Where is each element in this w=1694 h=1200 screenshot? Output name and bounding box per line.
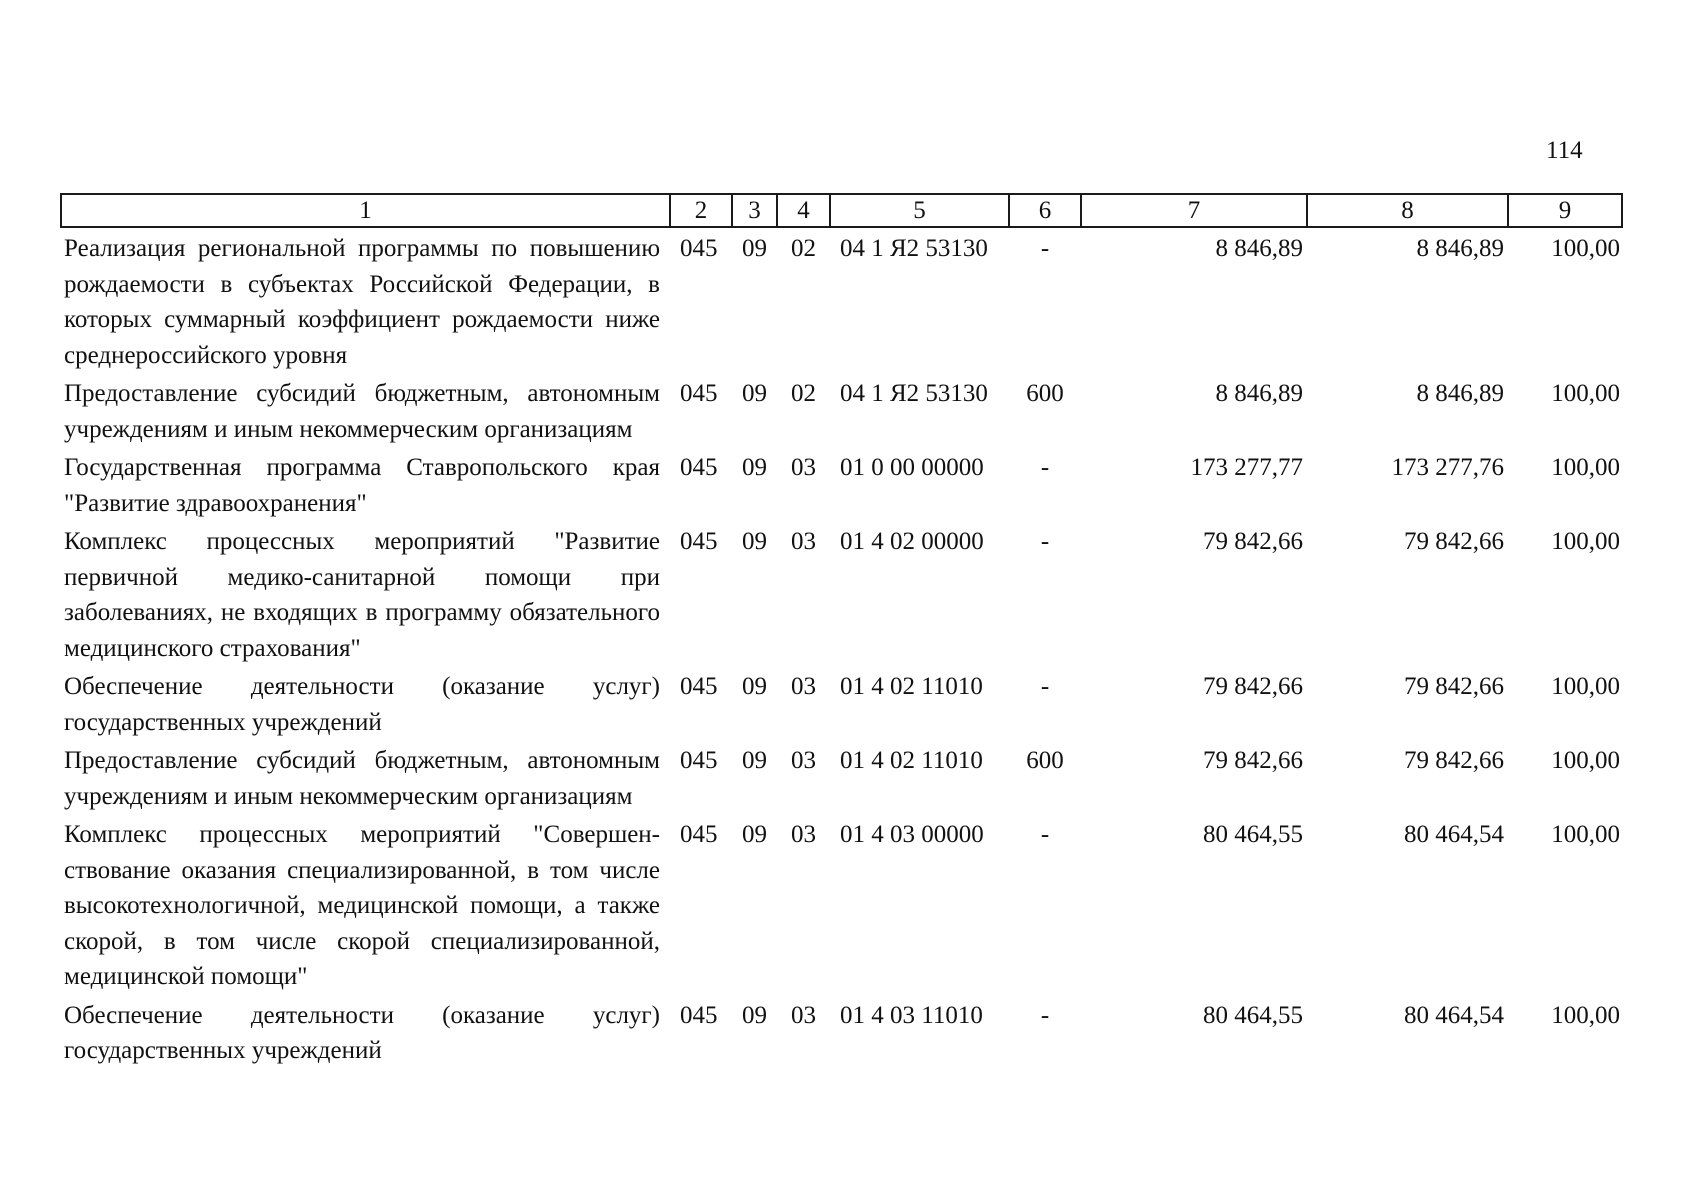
row-target-code: 01 4 02 11010 (840, 747, 983, 774)
table-row (61, 521, 1622, 666)
row-planned-amount: 8 846,89 (1215, 235, 1303, 262)
row-expense-type: - (1040, 528, 1050, 555)
row-admin-code: 045 (680, 1001, 718, 1029)
header-col-5: 5 (830, 194, 1009, 227)
row-executed-amount: 8 846,89 (1416, 235, 1504, 262)
header-row (61, 194, 1622, 227)
row-name: Обеспечение деятельности (оказание услуг) государственных учреждений (64, 1001, 660, 1064)
table-body (61, 227, 1622, 1069)
row-planned-amount: 79 842,66 (1203, 747, 1303, 774)
row-section-code: 09 (742, 1001, 767, 1029)
table-row (61, 227, 1622, 373)
row-admin-code: 045 (680, 747, 718, 774)
row-target-code: 01 4 02 11010 (840, 673, 983, 700)
header-col-3: 3 (732, 194, 777, 227)
row-admin-code: 045 (680, 528, 718, 555)
header-col-1: 1 (61, 194, 670, 227)
table-row (61, 373, 1622, 447)
budget-table (60, 193, 1623, 1069)
row-expense-type: - (1040, 235, 1050, 262)
row-executed-amount: 79 842,66 (1404, 747, 1504, 774)
row-name: Предоставление субсидий бюджетным, автономным учреждениям и иным некоммерческим организациям (64, 747, 660, 810)
row-admin-code: 045 (680, 673, 718, 700)
row-percent: 100,00 (1551, 747, 1620, 774)
header-col-9: 9 (1508, 194, 1622, 227)
row-section-code: 09 (742, 673, 767, 700)
row-subsection-code: 03 (791, 528, 816, 555)
row-subsection-code: 02 (791, 235, 816, 262)
row-planned-amount: 80 464,55 (1203, 821, 1303, 848)
row-subsection-code: 03 (791, 1001, 816, 1029)
row-expense-type: 600 (1026, 380, 1064, 407)
row-executed-amount: 8 846,89 (1416, 380, 1504, 407)
header-col-4: 4 (777, 194, 830, 227)
row-expense-type: - (1040, 673, 1050, 700)
row-name: Предоставление субсидий бюджетным, автономным учреждениям и иным некоммерческим организациям (64, 380, 660, 443)
header-col-7: 7 (1081, 194, 1307, 227)
row-percent: 100,00 (1551, 673, 1620, 700)
row-subsection-code: 03 (791, 673, 816, 700)
row-target-code: 01 0 00 00000 (840, 454, 984, 481)
table-row (61, 814, 1622, 995)
row-planned-amount: 79 842,66 (1203, 673, 1303, 700)
row-planned-amount: 8 846,89 (1215, 380, 1303, 407)
row-target-code: 04 1 Я2 53130 (840, 380, 988, 407)
row-admin-code: 045 (680, 235, 718, 262)
row-executed-amount: 173 277,76 (1391, 454, 1504, 481)
row-section-code: 09 (742, 454, 767, 481)
row-executed-amount: 79 842,66 (1404, 528, 1504, 555)
table-row (61, 995, 1622, 1069)
row-target-code: 01 4 02 00000 (840, 528, 984, 555)
row-name: Реализация региональной программы по повышению рождаемости в субъектах Российской Федерации, в которых суммарный коэффициент рождаемости ниже среднероссийского уровня (64, 235, 660, 369)
row-name: Государственная программа Ставропольского края "Развитие здравоохранения" (64, 454, 660, 517)
row-target-code: 04 1 Я2 53130 (840, 235, 988, 262)
header-col-8: 8 (1307, 194, 1508, 227)
table-row (61, 666, 1622, 740)
row-subsection-code: 02 (791, 380, 816, 407)
row-admin-code: 045 (680, 821, 718, 848)
header-col-2: 2 (670, 194, 732, 227)
row-planned-amount: 79 842,66 (1203, 528, 1303, 555)
row-section-code: 09 (742, 821, 767, 848)
row-target-code: 01 4 03 00000 (840, 821, 984, 848)
page-number: 114 (1546, 137, 1583, 164)
row-section-code: 09 (742, 380, 767, 407)
row-admin-code: 045 (680, 380, 718, 407)
row-executed-amount: 80 464,54 (1404, 821, 1504, 848)
row-planned-amount: 80 464,55 (1203, 1001, 1303, 1029)
table-row (61, 447, 1622, 521)
row-section-code: 09 (742, 528, 767, 555)
row-expense-type: 600 (1026, 747, 1064, 774)
row-section-code: 09 (742, 235, 767, 262)
row-target-code: 01 4 03 11010 (840, 1001, 983, 1029)
row-percent: 100,00 (1551, 235, 1620, 262)
row-name: Обеспечение деятельности (оказание услуг) государственных учреждений (64, 673, 660, 736)
row-section-code: 09 (742, 747, 767, 774)
row-expense-type: - (1040, 454, 1050, 481)
row-subsection-code: 03 (791, 747, 816, 774)
row-subsection-code: 03 (791, 821, 816, 848)
row-executed-amount: 79 842,66 (1404, 673, 1504, 700)
row-percent: 100,00 (1551, 821, 1620, 848)
row-percent: 100,00 (1551, 1001, 1620, 1029)
row-admin-code: 045 (680, 454, 718, 481)
row-subsection-code: 03 (791, 454, 816, 481)
header-col-6: 6 (1009, 194, 1081, 227)
row-name: Комплекс процессных мероприятий "Совершен-ствование оказания специализированной, в том числе высокотехнологичной, медицинской помощи, а также скорой, в том числе скорой специализированной, медицинской помощи" (64, 821, 660, 990)
row-percent: 100,00 (1551, 528, 1620, 555)
row-percent: 100,00 (1551, 454, 1620, 481)
table-header (61, 194, 1622, 227)
row-planned-amount: 173 277,77 (1190, 454, 1303, 481)
row-name: Комплекс процессных мероприятий "Развитие первичной медико-санитарной помощи при заболеваниях, не входящих в программу обязательного медицинского страхования" (64, 528, 660, 662)
row-expense-type: - (1040, 1001, 1050, 1029)
row-executed-amount: 80 464,54 (1404, 1001, 1504, 1029)
row-expense-type: - (1040, 821, 1050, 848)
row-percent: 100,00 (1551, 380, 1620, 407)
table-row (61, 740, 1622, 814)
